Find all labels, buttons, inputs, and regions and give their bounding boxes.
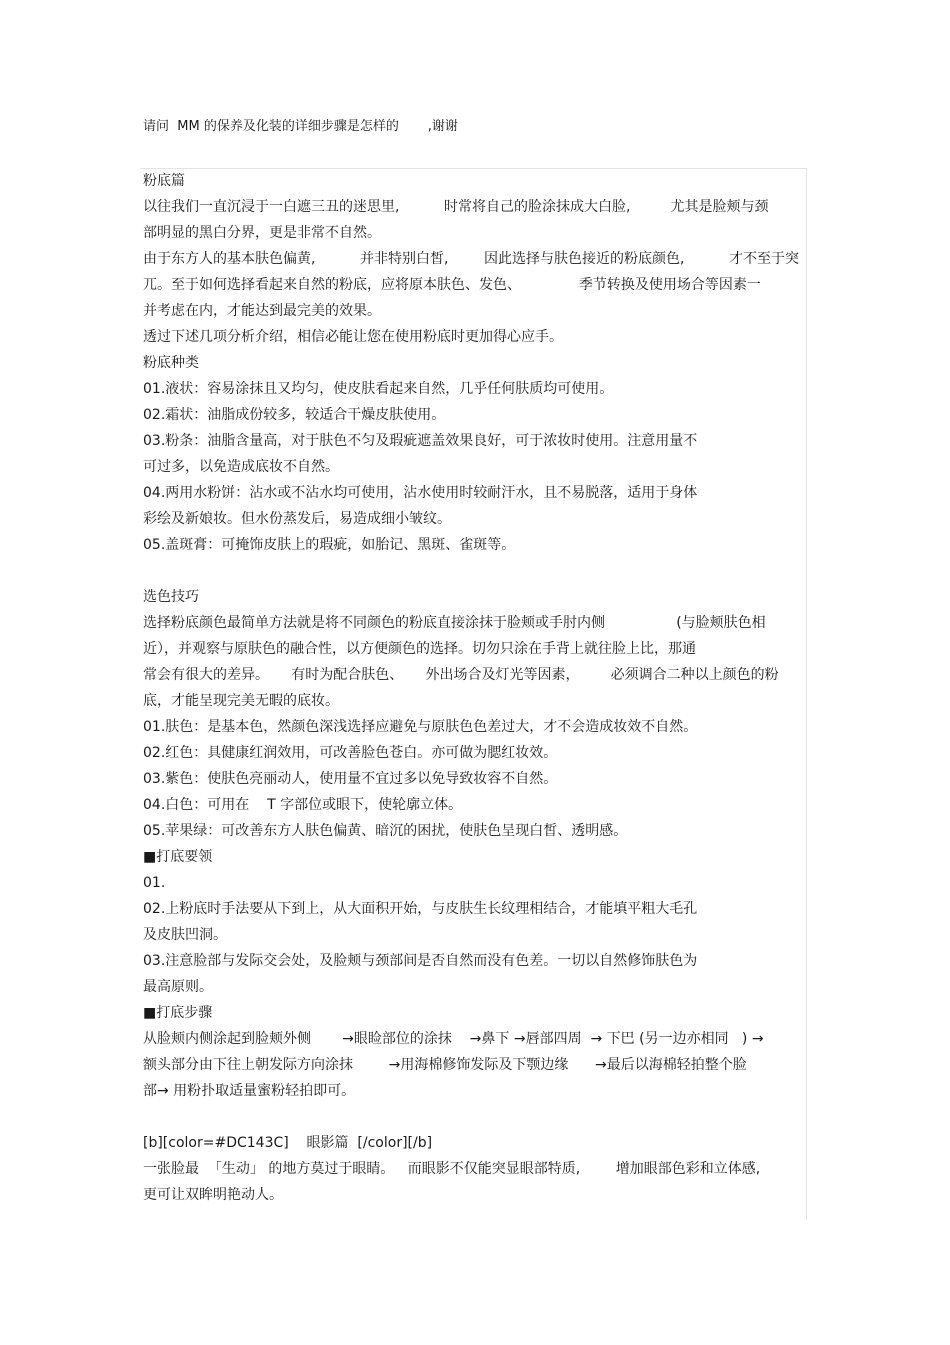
text-line: 彩绘及新娘妆。但水份蒸发后，易造成细小皱纹。 [143,511,451,527]
text-line: 01.肤色：是基本色，然颜色深浅选择应避免与原肤色色差过大，才不会造成妆效不自然。 [143,719,698,735]
text-line: ■打底要领 [143,849,213,865]
text-line: 粉底篇 [143,173,185,189]
text-line: 最高原则。 [143,979,213,995]
text-line: [b][color=#DC143C] 眼影篇 [/color][/b] [143,1135,433,1151]
text-line: 03.粉条：油脂含量高，对于肤色不匀及瑕疵遮盖效果良好，可于浓妆时使用。注意用量不 [143,433,698,449]
text-line: 02.上粉底时手法要从下到上，从大面积开始，与皮肤生长纹理相结合，才能填平粗大毛孔 [143,901,698,917]
text-line: 更可让双眸明艳动人。 [143,1187,283,1203]
text-line: 由于东方人的基本肤色偏黄, 并非特别白皙, 因此选择与肤色接近的粉底颜色, 才不至于突 [143,251,799,267]
question-title: 请问 MM 的保养及化装的详细步骤是怎样的 ,谢谢 [143,119,458,134]
text-line: 03.注意脸部与发际交会处，及脸颊与颈部间是否自然而没有色差。一切以自然修饰肤色为 [143,953,698,969]
text-line: 常会有很大的差异。 有时为配合肤色、 外出场合及灯光等因素， 必须调合二种以上颜色的粉 [143,667,779,683]
text-line: 05.苹果绿：可改善东方人肤色偏黄、暗沉的困扰，使肤色呈现白皙、透明感。 [143,823,628,839]
text-line: 02.红色：具健康红润效用，可改善脸色苍白。亦可做为腮红妆效。 [143,745,558,761]
text-line: 透过下述几项分析介绍，相信必能让您在使用粉底时更加得心应手。 [143,329,563,345]
text-line [143,558,803,584]
text-line: 02.霜状：油脂成份较多，较适合干燥皮肤使用。 [143,407,446,423]
text-line: 部→ 用粉扑取适量蜜粉轻拍即可。 [143,1083,356,1099]
text-line: 从脸颊内侧涂起到脸颊外侧 →眼睑部位的涂抹 →鼻下 →唇部四周 → 下巴 (另一边亦相同 ) → [143,1031,764,1047]
text-line: 01.液状：容易涂抹且又均匀，使皮肤看起来自然，几乎任何肤质均可使用。 [143,381,614,397]
text-line: 选色技巧 [143,589,199,605]
text-line: 一张脸最 「生动」 的地方莫过于眼睛。 而眼影不仅能突显眼部特质, 增加眼部色彩和立体感, [143,1161,761,1177]
text-line: 03.紫色：使肤色亮丽动人，使用量不宜过多以免导致妆容不自然。 [143,771,558,787]
text-line: 01. [143,875,166,891]
text-line [143,1104,803,1130]
text-line: 底，才能呈现完美无暇的底妆。 [143,693,339,709]
answer-body [143,168,803,1208]
text-line: ■打底步骤 [143,1005,213,1021]
text-line: 粉底种类 [143,355,199,371]
text-line: 以往我们一直沉浸于一白遮三丑的迷思里, 时常将自己的脸涂抹成大白脸, 尤其是脸颊与颈 [143,199,769,215]
text-line: 并考虑在内，才能达到最完美的效果。 [143,303,381,319]
text-line: 04.两用水粉饼：沾水或不沾水均可使用，沾水使用时较耐汗水，且不易脱落，适用于身体 [143,485,698,501]
text-line: 及皮肤凹洞。 [143,927,227,943]
text-line: 04.白色：可用在 T 字部位或眼下，使轮廓立体。 [143,797,463,813]
text-line: 近），并观察与原肤色的融合性，以方便颜色的选择。切勿只涂在手背上就往脸上比，那通 [143,641,696,657]
text-line: 兀。至于如何选择看起来自然的粉底，应将原本肤色、发色、 季节转换及使用场合等因素一 [143,277,761,293]
text-line: 可过多，以免造成底妆不自然。 [143,459,339,475]
text-line: 部明显的黑白分界，更是非常不自然。 [143,225,381,241]
text-line: 额头部分由下往上朝发际方向涂抹 →用海棉修饰发际及下颚边缘 →最后以海棉轻拍整个脸 [143,1057,747,1073]
text-line: 选择粉底颜色最简单方法就是将不同颜色的粉底直接涂抹于脸颊或手肘内侧 (与脸颊肤色相 [143,615,766,631]
text-line: 05.盖斑膏：可掩饰皮肤上的瑕疵，如胎记、黑斑、雀斑等。 [143,537,516,553]
